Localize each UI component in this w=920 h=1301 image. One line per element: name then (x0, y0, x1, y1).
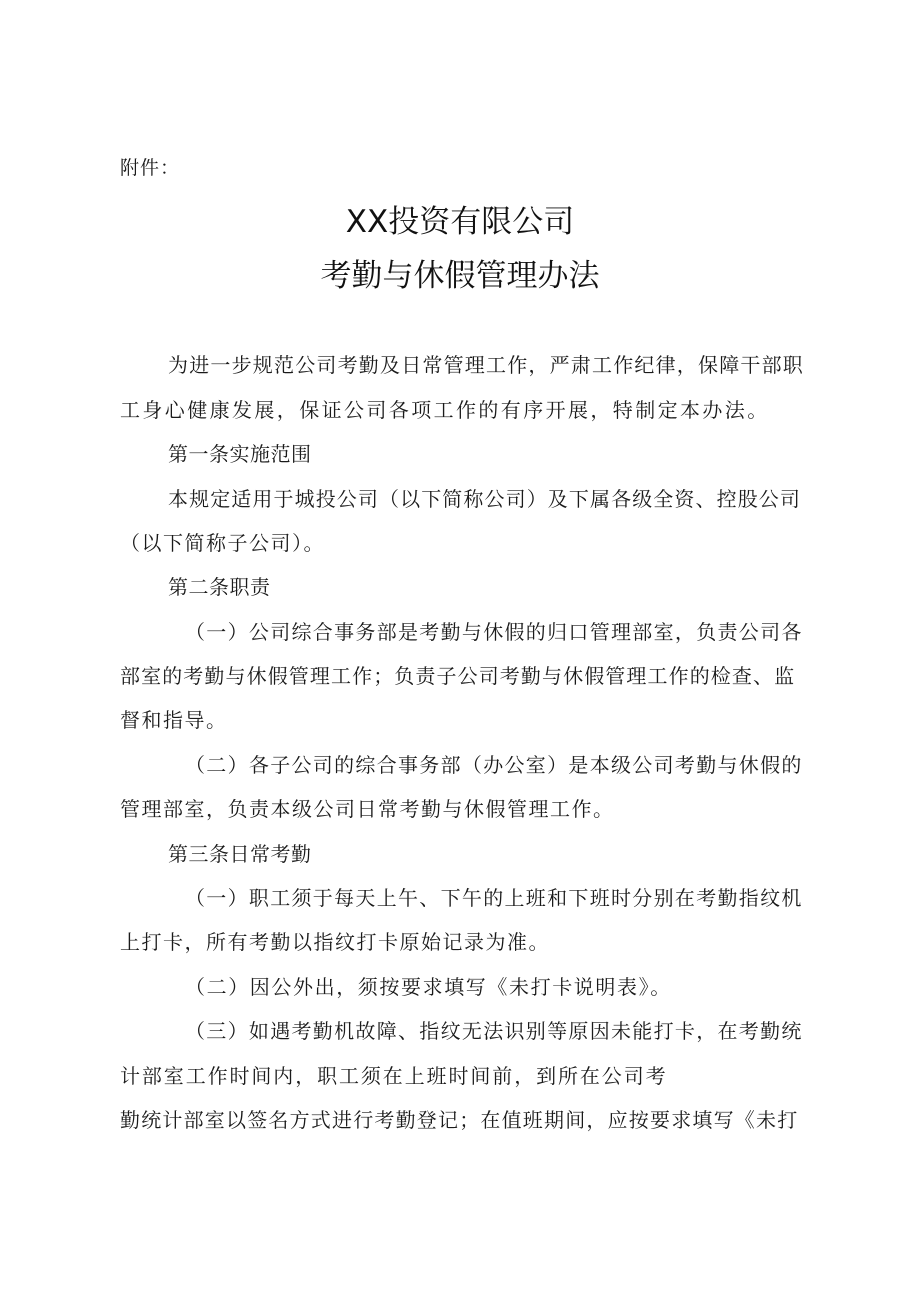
paragraph-line: 本规定适用于城投公司（以下简称公司）及下属各级全资、控股公司 (168, 487, 801, 511)
paragraph-line: 勤统计部室以签名方式进行考勤登记；在值班期间，应按要求填写《未打 (120, 1108, 799, 1132)
paragraph-line: （二）因公外出，须按要求填写《未打卡说明表》。 (185, 975, 672, 999)
article-heading-3: 第三条日常考勤 (168, 842, 312, 866)
paragraph-line: 为进一步规范公司考勤及日常管理工作，严肃工作纪律，保障干部职 (168, 353, 804, 377)
paragraph-line: （以下简称子公司）。 (120, 531, 325, 555)
paragraph-line: 工身心健康发展，保证公司各项工作的有序开展，特制定本办法。 (120, 398, 770, 422)
document-title-subject: 考勤与休假管理办法 (320, 258, 600, 294)
paragraph-line: （二）各子公司的综合事务部（办公室）是本级公司考勤与休假的 (185, 753, 803, 777)
article-heading-1: 第一条实施范围 (168, 442, 312, 466)
paragraph-line: （一）职工须于每天上午、下午的上班和下班时分别在考勤指纹机 (185, 886, 803, 910)
paragraph-line: 督和指导。 (120, 708, 228, 732)
paragraph-line: （三）如遇考勤机故障、指纹无法识别等原因未能打卡，在考勤统 (185, 1019, 803, 1043)
paragraph-line: 上打卡，所有考勤以指纹打卡原始记录为准。 (120, 930, 550, 954)
paragraph-line: 计部室工作时间内，职工须在上班时间前，到所在公司考 (120, 1064, 668, 1088)
attachment-label: 附件： (120, 157, 181, 179)
article-heading-2: 第二条职责 (168, 575, 271, 599)
paragraph-line: 管理部室，负责本级公司日常考勤与休假管理工作。 (120, 797, 615, 821)
paragraph-line: 部室的考勤与休假管理工作；负责子公司考勤与休假管理工作的检查、监 (120, 664, 796, 688)
document-title-company: XX投资有限公司 (345, 204, 575, 240)
paragraph-line: （一）公司综合事务部是考勤与休假的归口管理部室，负责公司各 (185, 620, 803, 644)
